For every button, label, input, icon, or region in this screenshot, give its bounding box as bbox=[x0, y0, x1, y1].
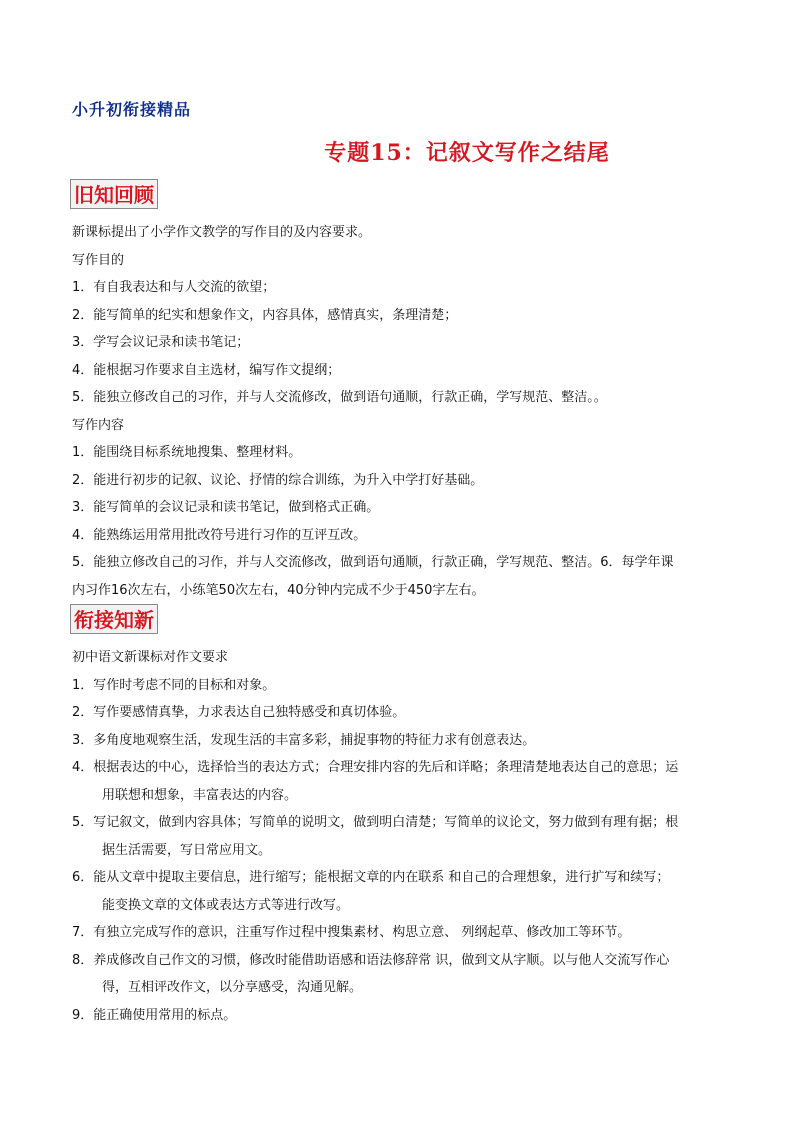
text-line: 9．能正确使用常用的标点。 bbox=[72, 1007, 237, 1023]
text-line: 初中语文新课标对作文要求 bbox=[72, 650, 229, 665]
text-line: 1．写作时考虑不同的目标和对象。 bbox=[72, 677, 276, 693]
text-line: 得，互相评改作文，以分享感受，沟通见解。 bbox=[102, 980, 363, 995]
text-line: 3．能写简单的会议记录和读书笔记，做到格式正确。 bbox=[72, 500, 380, 515]
text-line: 1．有自我表达和与人交流的欲望； bbox=[72, 280, 276, 295]
page-title: 专题15：记叙文写作之结尾 bbox=[324, 140, 610, 166]
text-line: 4．根据表达的中心，选择恰当的表达方式；合理安排内容的先后和详略；条理清楚地表达自己的意思；运 bbox=[72, 760, 679, 775]
text-line: 2．写作要感情真挚，力求表达自己独特感受和真切体验。 bbox=[72, 705, 406, 720]
text-line: 4．能熟练运用常用批改符号进行习作的互评互改。 bbox=[72, 527, 367, 543]
text-line: 据生活需要，写日常应用文。 bbox=[102, 842, 272, 858]
text-line: 2．能进行初步的记叙、议论、抒情的综合训练，为升入中学打好基础。 bbox=[72, 472, 484, 488]
brand-label: 小升初衔接精品 bbox=[72, 100, 192, 119]
text-line: 新课标提出了小学作文教学的写作目的及内容要求。 bbox=[72, 225, 372, 240]
text-line: 写作内容 bbox=[72, 417, 125, 433]
text-line: 能变换文章的文体或表达方式等进行改写。 bbox=[102, 897, 350, 913]
text-line: 6．能从文章中提取主要信息，进行缩写；能根据文章的内在联系 和自己的合理想象，进行扩写和续写； bbox=[72, 870, 670, 885]
section-new-body bbox=[72, 644, 732, 1029]
section-badge-review: 旧知回顾 bbox=[70, 179, 158, 209]
text-line: 7．有独立完成写作的意识，注重写作过程中搜集素材、构思立意、 列纲起草、修改加工等环节。 bbox=[72, 925, 631, 940]
section-badge-new: 衔接知新 bbox=[70, 604, 158, 634]
text-line: 1．能围绕目标系统地搜集、整理材料。 bbox=[72, 445, 302, 460]
section-review-body bbox=[72, 219, 732, 604]
text-line: 用联想和想象，丰富表达的内容。 bbox=[102, 787, 298, 803]
text-line: 4．能根据习作要求自主选材，编写作文提纲； bbox=[72, 362, 341, 378]
text-line: 5．能独立修改自己的习作，并与人交流修改，做到语句通顺，行款正确，学写规范、整洁。6．每学年课 bbox=[72, 555, 674, 570]
text-line: 2．能写简单的纪实和想象作文，内容具体，感情真实，条理清楚； bbox=[72, 307, 458, 323]
text-line: 5．写记叙文，做到内容具体；写简单的说明文，做到明白清楚；写简单的议论文，努力做到有理有据；根 bbox=[72, 815, 679, 830]
text-line: 5．能独立修改自己的习作，并与人交流修改，做到语句通顺，行款正确，学写规范、整洁。。 bbox=[72, 390, 607, 405]
text-line: 写作目的 bbox=[72, 252, 125, 268]
text-line: 3．学写会议记录和读书笔记； bbox=[72, 335, 250, 350]
text-line: 8．养成修改自己作文的习惯，修改时能借助语感和语法修辞常 识，做到文从字顺。以与他人交流写作心 bbox=[72, 952, 670, 968]
text-line: 内习作16次左右，小练笔50次左右，40分钟内完成不少于450字左右。 bbox=[72, 582, 485, 598]
text-line: 3．多角度地观察生活，发现生活的丰富多彩，捕捉事物的特征力求有创意表达。 bbox=[72, 732, 536, 748]
